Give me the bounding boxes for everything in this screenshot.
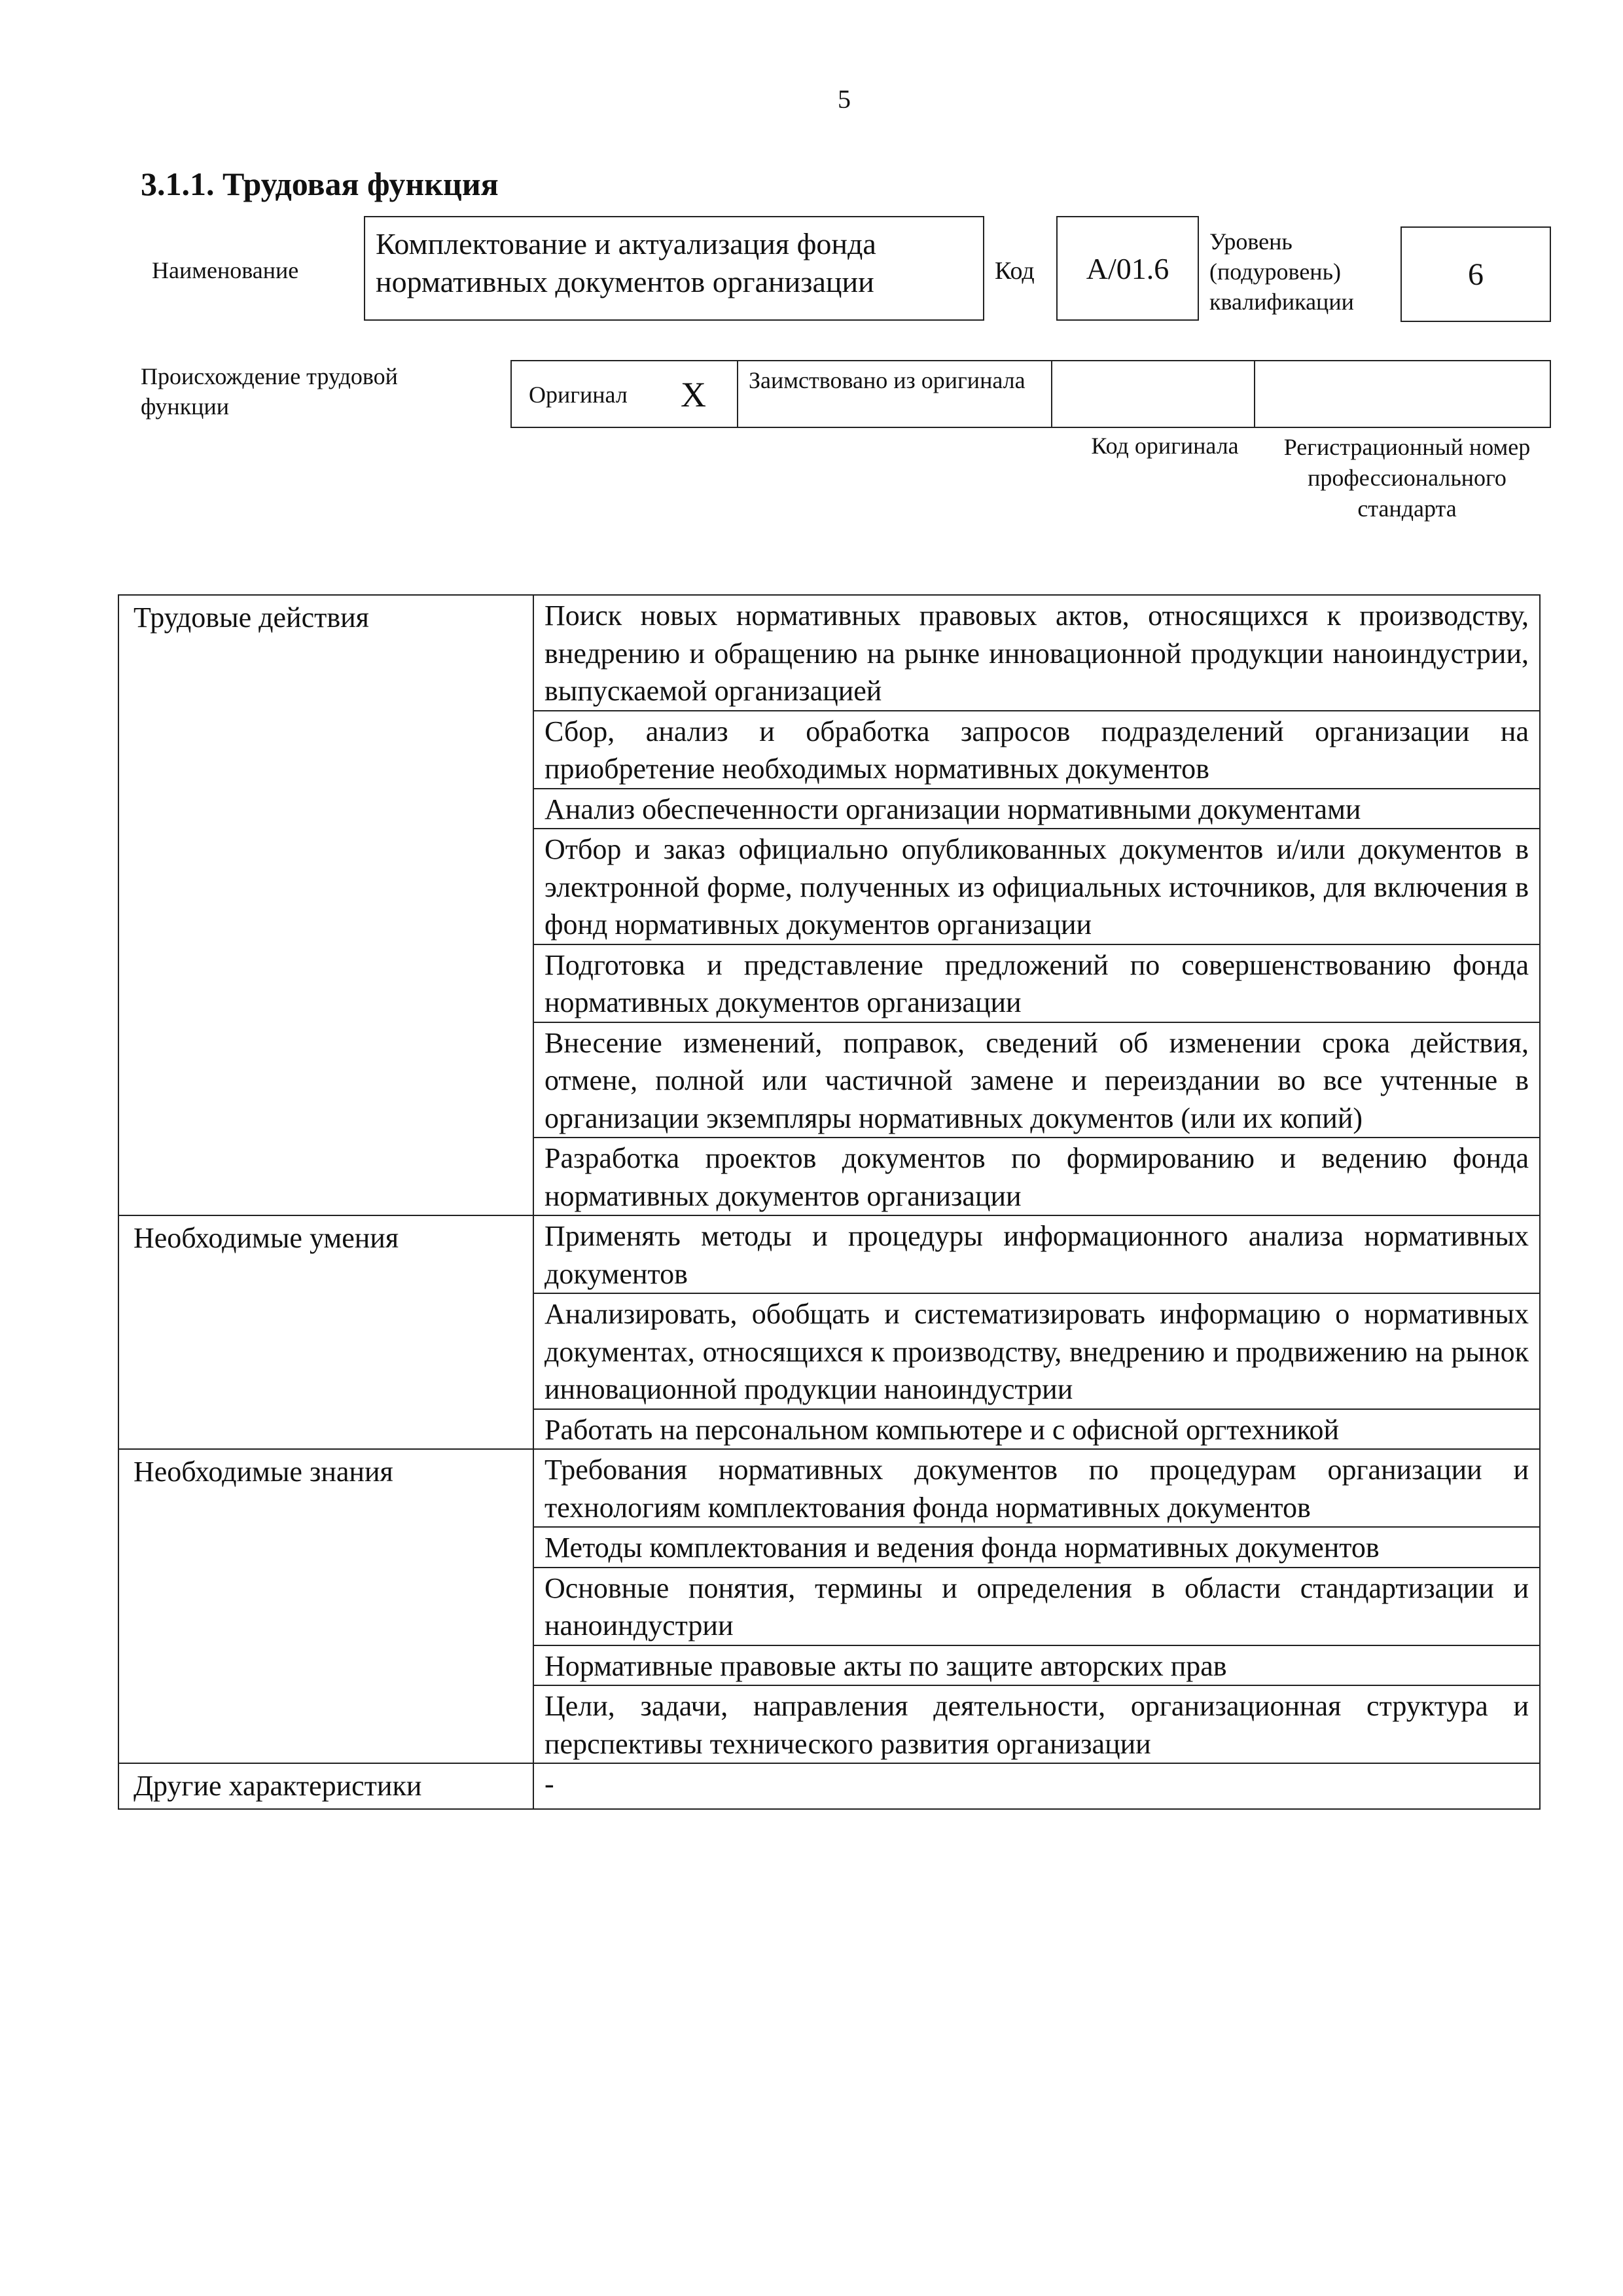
- item-cell: Методы комплектования и ведения фонда нормативных документов: [533, 1527, 1540, 1568]
- item-cell: Внесение изменений, поправок, сведений об изменении срока действия, отмене, полной или частичной замене и переиздании во все учтенные в организации экземпляры нормативных документов (или их копий): [533, 1022, 1540, 1138]
- category-cell: Трудовые действия: [118, 595, 533, 1215]
- reg-number-caption: Регистрационный номер профессионального стандарта: [1283, 434, 1531, 522]
- table-row: [118, 1215, 1540, 1293]
- original-label: Оригинал: [529, 382, 628, 408]
- name-value-box: Комплектование и актуализация фонда нормативных документов организации: [364, 216, 984, 321]
- table-row: [118, 1449, 1540, 1527]
- item-cell: -: [533, 1763, 1540, 1809]
- item-cell: Основные понятия, термины и определения в области стандартизации и наноиндустрии: [533, 1568, 1540, 1645]
- original-code-cell: [1052, 361, 1255, 427]
- code-value-box: А/01.6: [1056, 216, 1199, 321]
- item-cell: Работать на персональном компьютере и с офисной оргтехникой: [533, 1409, 1540, 1450]
- item-cell: Анализировать, обобщать и систематизировать информацию о нормативных документах, относящихся к производству, внедрению и продвижению на рынок инновационной продукции наноиндустрии: [533, 1293, 1540, 1409]
- function-details-table: [118, 594, 1541, 1810]
- table-row: [118, 595, 1540, 711]
- original-mark: Х: [681, 375, 706, 414]
- name-label: Наименование: [152, 257, 299, 283]
- item-cell: Анализ обеспеченности организации нормативными документами: [533, 789, 1540, 829]
- item-cell: Требования нормативных документов по процедурам организации и технологиям комплектования фонда нормативных документов: [533, 1449, 1540, 1527]
- item-cell: Цели, задачи, направления деятельности, организационная структура и перспективы технического развития организации: [533, 1685, 1540, 1763]
- item-cell: Нормативные правовые акты по защите авторских прав: [533, 1645, 1540, 1686]
- origin-row: [510, 360, 1551, 428]
- item-cell: Поиск новых нормативных правовых актов, относящихся к производству, внедрению и обращению на рынке инновационной продукции наноиндустрии, выпускаемой организацией: [533, 595, 1540, 711]
- borrowed-label: Заимствовано из оригинала: [749, 367, 1026, 393]
- item-cell: Сбор, анализ и обработка запросов подразделений организации на приобретение необходимых нормативных документов: [533, 711, 1540, 789]
- section-title: 3.1.1. Трудовая функция: [141, 166, 499, 202]
- item-cell: Отбор и заказ официально опубликованных документов и/или документов в электронной форме, полученных из официальных источников, для включения в фонд нормативных документов организации: [533, 829, 1540, 944]
- category-cell: Необходимые знания: [118, 1449, 533, 1763]
- category-cell: Другие характеристики: [118, 1763, 533, 1809]
- level-value-box: 6: [1400, 226, 1551, 322]
- item-cell: Подготовка и представление предложений по совершенствованию фонда нормативных документов организации: [533, 944, 1540, 1022]
- item-cell: Разработка проектов документов по формированию и ведению фонда нормативных документов организации: [533, 1138, 1540, 1215]
- origin-original-cell: [512, 361, 738, 427]
- page-number: 5: [838, 84, 851, 114]
- original-code-caption: Код оригинала: [1091, 433, 1239, 459]
- origin-borrowed-cell: [738, 361, 1052, 427]
- reg-number-cell: [1255, 361, 1550, 427]
- table-row: [118, 1763, 1540, 1809]
- origin-label: Происхождение трудовой функции: [141, 363, 398, 420]
- level-label: Уровень (подуровень) квалификации: [1209, 228, 1354, 315]
- code-label: Код: [995, 257, 1035, 285]
- category-cell: Необходимые умения: [118, 1215, 533, 1449]
- item-cell: Применять методы и процедуры информационного анализа нормативных документов: [533, 1215, 1540, 1293]
